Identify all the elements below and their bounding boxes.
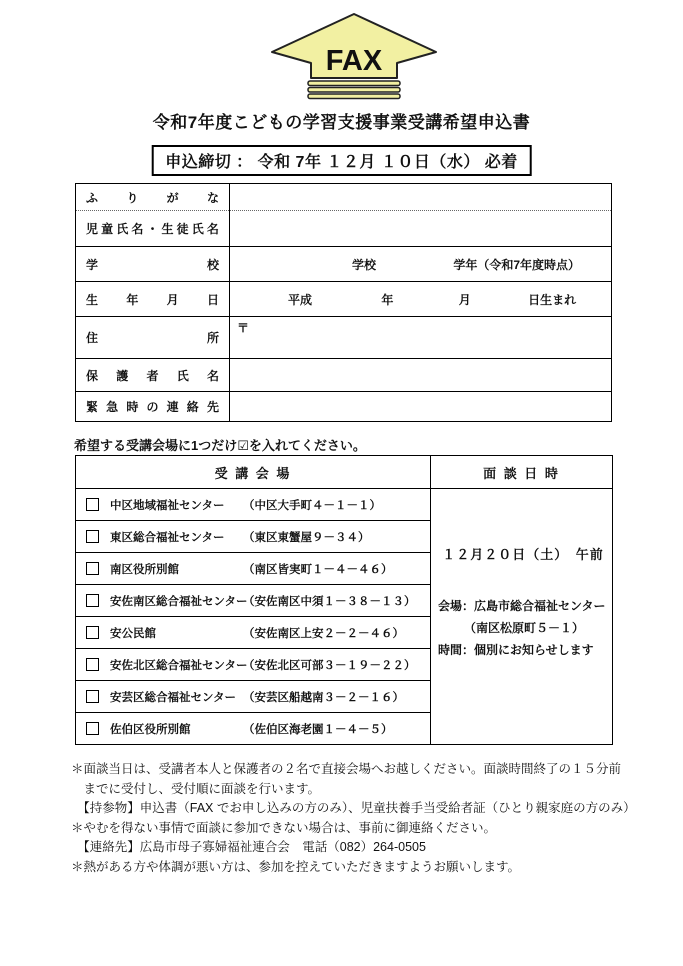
interview-time-line: 時間：個別にお知らせします <box>438 643 594 657</box>
venue-address: （安芸区船越南３－２－１６） <box>243 691 404 704</box>
fax-arrow-graphic <box>264 12 444 100</box>
form-row-child-name <box>76 211 612 247</box>
venue-option-asakita <box>76 649 431 681</box>
birthdate-field <box>230 282 612 317</box>
venue-checkbox[interactable] <box>86 498 99 511</box>
form-row-emergency-contact <box>76 392 612 422</box>
form-label-furigana <box>76 184 230 211</box>
form-label-text: 生 年 月 日 <box>86 292 219 307</box>
venue-option-aki <box>76 681 431 713</box>
venue-option-naka <box>76 489 431 521</box>
interview-header-cell: 面 談 日 時 <box>431 456 613 489</box>
venue-checkbox[interactable] <box>86 530 99 543</box>
form-label-address <box>76 317 230 359</box>
form-row-birthdate <box>76 282 612 317</box>
interview-info-cell <box>431 489 613 745</box>
fax-arrow-icon <box>264 12 444 100</box>
school-field <box>230 247 612 282</box>
venue-table <box>75 455 613 745</box>
interview-venue-line2: （南区松原町５－１） <box>464 621 585 635</box>
venue-checkbox[interactable] <box>86 594 99 607</box>
page-title: 令和7年度こどもの学習支援事業受講希望申込書 <box>152 113 531 132</box>
interview-date: １２月２０日（土） 午前 <box>442 547 604 562</box>
form-row-guardian-name <box>76 359 612 392</box>
venue-option-asaminami <box>76 585 431 617</box>
form-label-text: 学 校 <box>86 257 219 272</box>
venue-name: 東区総合福祉センター <box>110 531 225 544</box>
form-row-furigana <box>76 184 612 211</box>
venue-checkbox[interactable] <box>86 562 99 575</box>
venue-header-cell: 受 講 会 場 <box>76 456 431 489</box>
note-line: 【連絡先】広島市母子寡婦福祉連合会 電話（082）264-0505 <box>71 840 426 854</box>
venue-option-saeki <box>76 713 431 745</box>
venue-checkbox[interactable] <box>86 658 99 671</box>
venue-option-yasu <box>76 617 431 649</box>
fax-paper-stripe <box>308 88 400 93</box>
interview-venue-line1: 会場：広島市総合福祉センター <box>438 599 606 613</box>
applicant-form-table <box>75 183 612 422</box>
venue-name: 安芸区総合福祉センター <box>110 691 237 704</box>
era-label: 平成 <box>288 292 313 307</box>
form-row-school <box>76 247 612 282</box>
deadline-box: 申込締切 ： 令和 7年 １２月 １０日（水） 必着 <box>151 145 532 176</box>
note-line: ＊面談当日は、受講者本人と保護者の２名で直接会場へお越しください。面談時間終了の１５分前 <box>71 762 622 776</box>
venue-name: 中区地域福祉センター <box>110 499 225 512</box>
school-suffix-label: 学校 <box>352 257 377 272</box>
venue-address: （安佐南区上安２－２－４６） <box>243 627 404 640</box>
form-label-birthdate <box>76 282 230 317</box>
venue-name: 安佐南区総合福祉センター <box>110 595 248 608</box>
form-label-text: ふ り が な <box>86 190 219 205</box>
form-label-emergency-contact <box>76 392 230 422</box>
venue-option-minami <box>76 553 431 585</box>
address-field <box>230 317 612 359</box>
child-name-field <box>230 211 612 247</box>
note-line: までに受付し、受付順に面談を行います。 <box>71 781 321 796</box>
emergency-contact-field <box>230 392 612 422</box>
month-suffix-label: 月 <box>458 292 471 307</box>
venue-address: （中区大手町４－１－１） <box>243 499 381 512</box>
venue-row <box>76 489 613 521</box>
year-suffix-label: 年 <box>381 292 394 307</box>
venue-name: 安公民館 <box>110 627 156 640</box>
grade-note-label: 学年（令和7年度時点） <box>453 257 581 272</box>
form-label-school <box>76 247 230 282</box>
venue-address: （南区皆実町１－４－４６） <box>243 563 393 576</box>
form-label-guardian-name <box>76 359 230 392</box>
fax-label: FAX <box>325 45 383 77</box>
form-label-text: 住 所 <box>86 331 219 345</box>
venue-name: 南区役所別館 <box>110 563 179 576</box>
form-label-child-name <box>76 211 230 247</box>
fax-paper-stripe <box>308 94 400 99</box>
venue-address: （東区東蟹屋９－３４） <box>243 531 370 544</box>
form-label-text: 児 童 氏 名 ・ 生 徒 氏 名 <box>86 222 219 236</box>
form-row-address <box>76 317 612 359</box>
venue-checkbox[interactable] <box>86 690 99 703</box>
venue-address: （佐伯区海老園１－４－５） <box>243 723 393 736</box>
venue-address: （安佐北区可部３－１９－２２） <box>243 659 416 672</box>
footer-notes <box>71 760 679 877</box>
guardian-name-field <box>230 359 612 392</box>
venue-table-header-row <box>76 456 613 489</box>
form-label-text: 緊 急 時 の 連 絡 先 <box>86 400 219 414</box>
note-line: ＊熱がある方や体調が悪い方は、参加を控えていただきますようお願いします。 <box>71 859 521 874</box>
day-suffix-label: 日生まれ <box>528 292 577 307</box>
note-line: 【持参物】申込書（FAX でお申し込みの方のみ）、児童扶養手当受給者証（ひとり親家庭の方のみ） <box>71 801 636 815</box>
note-line: ＊やむを得ない事情で面談に参加できない場合は、事前に御連絡ください。 <box>71 820 497 835</box>
venue-instruction: 希望する受講会場に1つだけ☑を入れてください。 <box>74 438 366 453</box>
venue-name: 佐伯区役所別館 <box>110 723 191 736</box>
fax-paper-stripe <box>308 81 400 86</box>
venue-address: （安佐南区中須１－３８－１３） <box>243 595 416 608</box>
venue-checkbox[interactable] <box>86 626 99 639</box>
form-label-text: 保 護 者 氏 名 <box>86 368 219 383</box>
venue-name: 安佐北区総合福祉センター <box>110 659 248 672</box>
venue-checkbox[interactable] <box>86 722 99 735</box>
postal-mark: 〒 <box>237 321 250 335</box>
venue-option-higashi <box>76 521 431 553</box>
furigana-field <box>230 184 612 211</box>
